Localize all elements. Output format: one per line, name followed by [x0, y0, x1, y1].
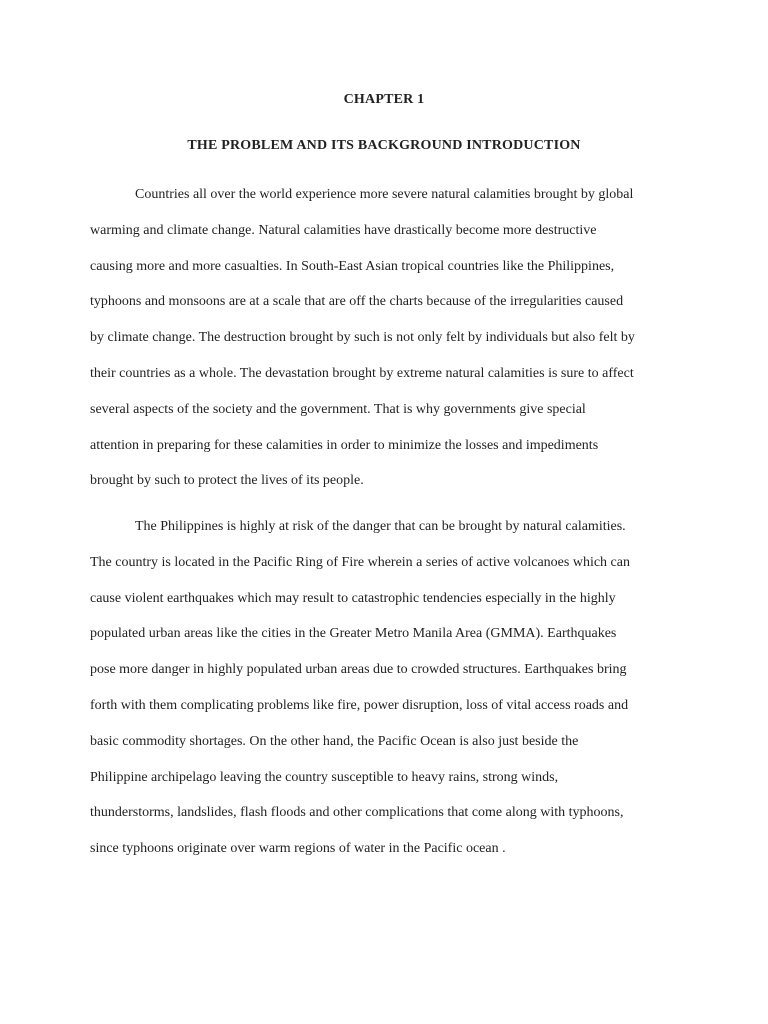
paragraph-line: pose more danger in highly populated urban areas due to crowded structures. Earthquakes bring — [90, 662, 627, 678]
paragraph-line: by climate change. The destruction brought by such is not only felt by individuals but also felt by — [90, 330, 635, 346]
paragraph-line: several aspects of the society and the government. That is why governments give special — [90, 401, 586, 417]
paragraph-1 — [90, 177, 682, 499]
paragraph-line: brought by such to protect the lives of its people. — [90, 473, 364, 489]
paragraph-line: Philippine archipelago leaving the country susceptible to heavy rains, strong winds, — [90, 769, 559, 785]
chapter-heading: CHAPTER 1 — [343, 92, 425, 107]
paragraph-2 — [90, 509, 682, 867]
paragraph-line: populated urban areas like the cities in the Greater Metro Manila Area (GMMA). Earthquakes — [90, 626, 617, 642]
paragraph-line: basic commodity shortages. On the other hand, the Pacific Ocean is also just beside the — [90, 733, 579, 749]
paragraph-line: forth with them complicating problems like fire, power disruption, loss of vital access roads and — [90, 697, 629, 713]
paragraph-line: cause violent earthquakes which may result to catastrophic tendencies especially in the highly — [90, 590, 616, 606]
paragraph-line: warming and climate change. Natural calamities have drastically become more destructive — [90, 222, 597, 238]
paragraph-line: attention in preparing for these calamities in order to minimize the losses and impediments — [90, 437, 599, 453]
section-title: THE PROBLEM AND ITS BACKGROUND INTRODUCTION — [187, 138, 581, 153]
paragraph-line: typhoons and monsoons are at a scale that are off the charts because of the irregularities caused — [90, 294, 624, 310]
paragraph-line: The country is located in the Pacific Ring of Fire wherein a series of active volcanoes which can — [90, 554, 630, 570]
paragraph-line: The Philippines is highly at risk of the danger that can be brought by natural calamities. — [135, 519, 626, 534]
paragraph-line: thunderstorms, landslides, flash floods and other complications that come along with typhoons, — [90, 805, 624, 821]
paragraph-line: since typhoons originate over warm regions of water in the Pacific ocean . — [90, 841, 506, 857]
paragraph-line: causing more and more casualties. In South-East Asian tropical countries like the Philippines, — [90, 258, 615, 274]
paragraph-line: Countries all over the world experience more severe natural calamities brought by global — [135, 187, 634, 202]
paragraph-line: their countries as a whole. The devastation brought by extreme natural calamities is sure to affect — [90, 365, 634, 381]
